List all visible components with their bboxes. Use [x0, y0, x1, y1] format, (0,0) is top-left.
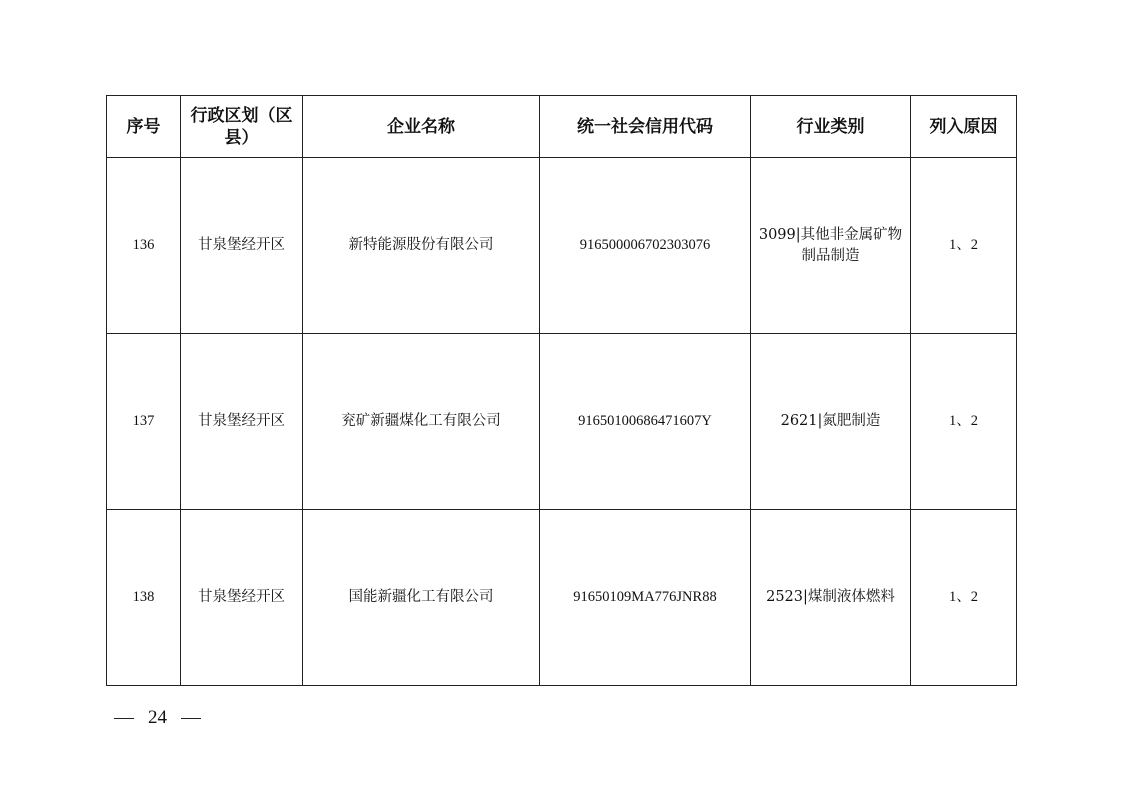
table-header-row: [107, 96, 1017, 158]
cell-company: 兖矿新疆煤化工有限公司: [303, 334, 540, 510]
header-reason: 列入原因: [911, 96, 1017, 158]
cell-company: 国能新疆化工有限公司: [303, 510, 540, 686]
cell-credit-code: 91650100686471607Y: [540, 334, 751, 510]
footer-dash-left: [114, 718, 134, 719]
cell-reason: 1、2: [911, 334, 1017, 510]
header-district: 行政区划（区县）: [181, 96, 303, 158]
page-number: 24: [148, 707, 167, 728]
cell-seq: 136: [107, 158, 181, 334]
footer-dash-right: [181, 718, 201, 719]
cell-industry: 2523|煤制液体燃料: [751, 510, 911, 686]
table-row: [107, 510, 1017, 686]
cell-seq: 138: [107, 510, 181, 686]
table-row: [107, 334, 1017, 510]
page-footer: [114, 707, 201, 729]
enterprise-table: [106, 95, 1017, 686]
cell-reason: 1、2: [911, 158, 1017, 334]
header-seq: 序号: [107, 96, 181, 158]
cell-district: 甘泉堡经开区: [181, 158, 303, 334]
cell-company: 新特能源股份有限公司: [303, 158, 540, 334]
cell-industry: 3099|其他非金属矿物制品制造: [751, 158, 911, 334]
cell-district: 甘泉堡经开区: [181, 510, 303, 686]
header-industry: 行业类别: [751, 96, 911, 158]
cell-credit-code: 91650109MA776JNR88: [540, 510, 751, 686]
cell-district: 甘泉堡经开区: [181, 334, 303, 510]
cell-reason: 1、2: [911, 510, 1017, 686]
header-credit-code: 统一社会信用代码: [540, 96, 751, 158]
table-row: [107, 158, 1017, 334]
cell-industry: 2621|氮肥制造: [751, 334, 911, 510]
cell-credit-code: 916500006702303076: [540, 158, 751, 334]
cell-seq: 137: [107, 334, 181, 510]
header-company: 企业名称: [303, 96, 540, 158]
